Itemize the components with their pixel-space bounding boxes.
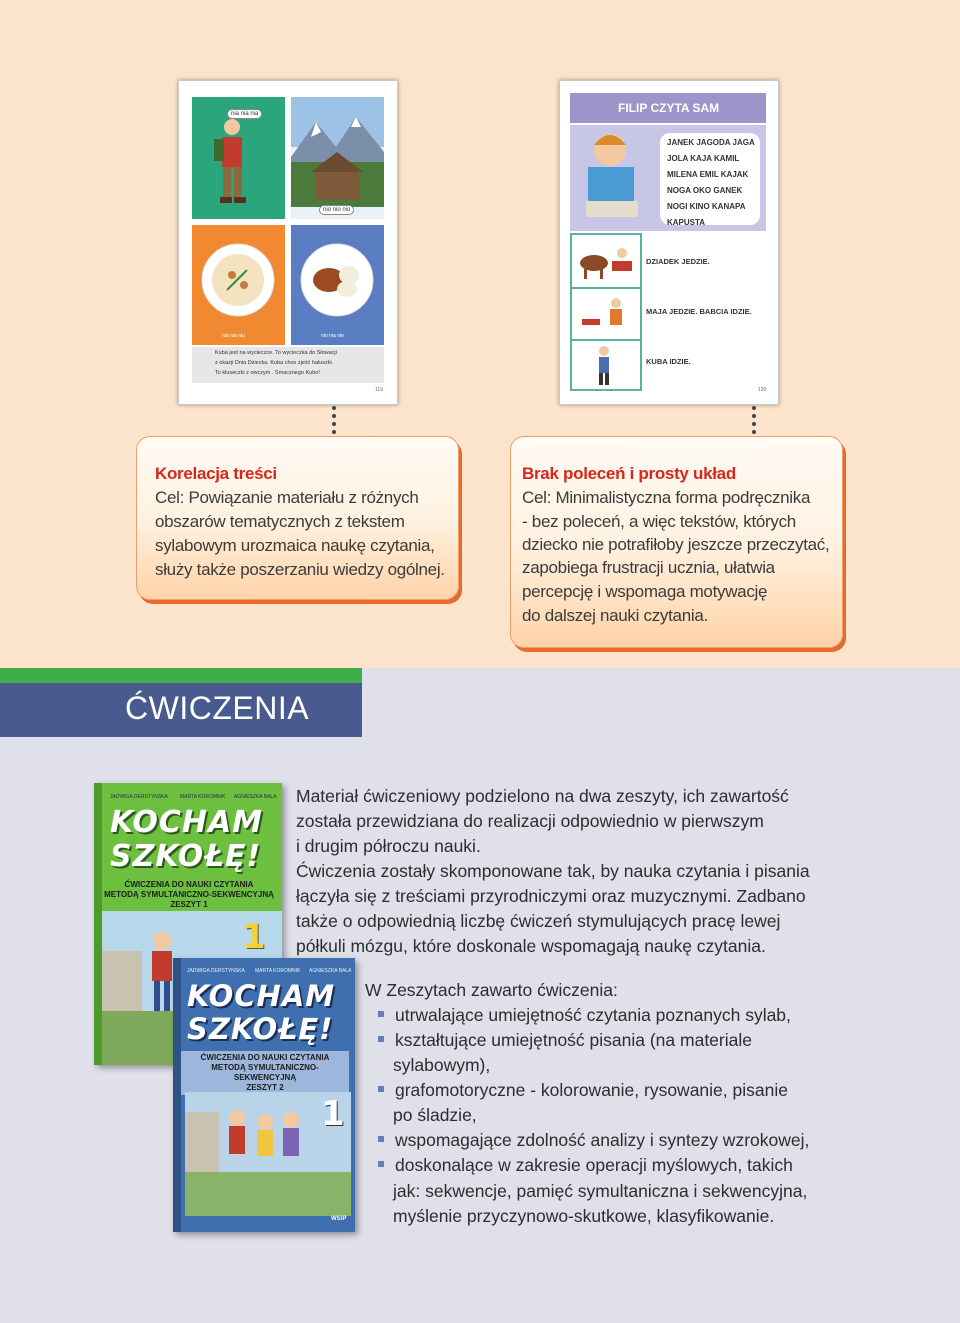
word-line: KAPUSTA bbox=[667, 218, 706, 227]
intro-line: także o odpowiednią liczbę ćwiczeń stymulujących pracę lewej bbox=[296, 911, 781, 931]
page-number-right: 120 bbox=[758, 387, 767, 393]
card-line: Cel: Minimalistyczna forma podręcznika bbox=[522, 488, 811, 507]
sled-picture bbox=[570, 233, 642, 289]
bullet-icon bbox=[378, 1036, 384, 1042]
plate-tile-2 bbox=[291, 225, 384, 345]
bullet-icon bbox=[378, 1086, 384, 1092]
info-card-layout bbox=[510, 436, 843, 648]
list-item-continuation: myślenie przyczynowo-skutkowe, klasyfikowanie. bbox=[393, 1206, 775, 1226]
mountain-house-illustration bbox=[291, 97, 384, 219]
book-author: MARTA KOROMNIK bbox=[180, 794, 226, 800]
intro-line: łączyła się z treściami przyrodniczymi oraz muzycznymi. Zadbano bbox=[296, 886, 806, 906]
list-item: grafomotoryczne - kolorowanie, rysowanie, pisanie bbox=[395, 1080, 788, 1100]
list-item: wspomagające zdolność analizy i syntezy wzrokowej, bbox=[395, 1130, 810, 1150]
story-line-1: Kuba jest na wycieczce. To wycieczka do Słowacji bbox=[215, 350, 337, 356]
book-subtitle-line: ĆWICZENIA DO NAUKI CZYTANIA bbox=[200, 1053, 330, 1062]
list-item-continuation: jak: sekwencje, pamięć symultaniczna i sekwencyjna, bbox=[393, 1181, 808, 1201]
bullet-icon bbox=[378, 1161, 384, 1167]
sentence-2: MAJA JEDZIE. BABCIA IDZIE. bbox=[646, 307, 752, 316]
book-author: AGNIESZKA BALA bbox=[234, 794, 277, 800]
card-line: służy także poszerzaniu wiedzy ogólnej. bbox=[155, 560, 445, 579]
card-line: sylabowym urozmaica naukę czytania, bbox=[155, 536, 435, 555]
info-card-correlation bbox=[136, 436, 459, 600]
card-line: zapobiega frustracji ucznia, ułatwia bbox=[522, 558, 775, 577]
plate-illustration-1 bbox=[192, 225, 285, 345]
workbook-cover-2 bbox=[173, 958, 355, 1232]
word-line: JOLA KAJA KAMIL bbox=[667, 154, 740, 163]
card-line: percepcję i wspomaga motywację bbox=[522, 582, 768, 601]
book-author: JADWIGA DERSTYNSKA bbox=[187, 968, 245, 974]
speech-bubble-2: nio nio nio bbox=[319, 205, 354, 215]
book-author: AGNIESZKA BALA bbox=[309, 968, 352, 974]
intro-line: półkuli mózgu, które doskonale wspomagają naukę czytania. bbox=[296, 936, 766, 956]
textbook-page-right bbox=[559, 80, 779, 405]
book-subtitle bbox=[181, 1051, 349, 1095]
walking-picture bbox=[570, 287, 642, 341]
book-author: JADWIGA DERSTYNSKA bbox=[110, 794, 168, 800]
section-title: ĆWICZENIA bbox=[125, 690, 310, 726]
word-list bbox=[667, 135, 755, 231]
caption-1: nia nia niu bbox=[222, 333, 245, 339]
word-line: JANEK JAGODA JAGA bbox=[667, 138, 755, 147]
book-spine bbox=[94, 783, 102, 1065]
sentence-1: DZIADEK JEDZIE. bbox=[646, 257, 710, 266]
intro-line: została przewidziana do realizacji odpowiednio w pierwszym bbox=[296, 811, 764, 831]
card-line: Cel: Powiązanie materiału z różnych bbox=[155, 488, 419, 507]
plate-tile-1 bbox=[192, 225, 285, 345]
boy-reading-illustration bbox=[570, 125, 666, 231]
book-subtitle-line: METODĄ SYMULTANICZNO-SEKWENCYJNĄ bbox=[211, 1063, 319, 1082]
section-band-accent bbox=[0, 668, 362, 683]
girl-grandma-illustration bbox=[572, 289, 640, 339]
book-author: MARTA KOROMNIK bbox=[255, 968, 301, 974]
story-line-2: z okazji Dnia Dziecka. Kuba chce zjeść haluszki. bbox=[215, 360, 334, 366]
story-line-3: To kluseczki z owczym . Smacznego Kubo! bbox=[215, 370, 320, 376]
card-line: dziecko nie potrafiłoby jeszcze przeczytać, bbox=[522, 535, 830, 554]
sentence-3: KUBA IDZIE. bbox=[646, 357, 691, 366]
book-spine bbox=[173, 958, 181, 1232]
word-line: NOGI KINO KANAPA bbox=[667, 202, 746, 211]
intro-line: i drugim półroczu nauki. bbox=[296, 836, 481, 856]
list-item: doskonalące w zakresie operacji myślowych, takich bbox=[395, 1155, 793, 1175]
boy-walking-illustration bbox=[572, 341, 640, 389]
book-volume: ZESZYT 1 bbox=[170, 900, 208, 909]
book-title-line2: SZKOŁĘ! bbox=[187, 1012, 334, 1046]
word-line: MILENA EMIL KAJAK bbox=[667, 170, 749, 179]
intro-line: Ćwiczenia zostały skomponowane tak, by nauka czytania i pisania bbox=[296, 861, 810, 881]
card-title: Korelacja treści bbox=[155, 464, 277, 483]
book-number: 1 bbox=[242, 917, 267, 957]
mountain-tile bbox=[291, 97, 384, 219]
intro-line: Materiał ćwiczeniowy podzielono na dwa zeszyty, ich zawartość bbox=[296, 786, 789, 806]
book-volume: ZESZYT 2 bbox=[246, 1083, 284, 1092]
book-subtitle-line: METODĄ SYMULTANICZNO-SEKWENCYJNĄ bbox=[104, 890, 274, 899]
bullet-icon bbox=[378, 1011, 384, 1017]
publisher-logo: WSiP bbox=[331, 1216, 347, 1222]
card-line: obszarów tematycznych z tekstem bbox=[155, 512, 405, 531]
list-item: utrwalające umiejętność czytania poznanych sylab, bbox=[395, 1005, 791, 1025]
plate-illustration-2 bbox=[291, 225, 384, 345]
list-item-continuation: sylabowym), bbox=[393, 1055, 491, 1075]
word-line: NOGA OKO GANEK bbox=[667, 186, 743, 195]
page-header: FILIP CZYTA SAM bbox=[618, 101, 720, 115]
textbook-page-left bbox=[178, 80, 398, 405]
caption-2: nio nia nie bbox=[321, 333, 344, 339]
card-line: - bez poleceń, a więc tekstów, których bbox=[522, 512, 796, 531]
page-number-left: 119 bbox=[375, 387, 383, 393]
card-line: do dalszej nauki czytania. bbox=[522, 606, 708, 625]
book-title-line1: KOCHAM bbox=[110, 805, 264, 840]
list-item: kształtujące umiejętność pisania (na materiale bbox=[395, 1030, 752, 1050]
list-intro: W Zeszytach zawarto ćwiczenia: bbox=[365, 980, 618, 1000]
book-title-line1: KOCHAM bbox=[187, 979, 336, 1013]
book-subtitle bbox=[104, 880, 274, 910]
book-number: 1 bbox=[321, 1094, 346, 1134]
card-title: Brak poleceń i prosty układ bbox=[522, 464, 736, 483]
list-item-continuation: po śladzie, bbox=[393, 1105, 477, 1125]
boy-picture bbox=[570, 339, 642, 391]
speech-bubble-1: nia nia nia bbox=[227, 109, 262, 119]
bullet-icon bbox=[378, 1136, 384, 1142]
book-title-line2: SZKOŁĘ! bbox=[110, 839, 262, 874]
book-subtitle-line: ĆWICZENIA DO NAUKI CZYTANIA bbox=[124, 880, 254, 889]
horse-sled-illustration bbox=[572, 235, 640, 287]
